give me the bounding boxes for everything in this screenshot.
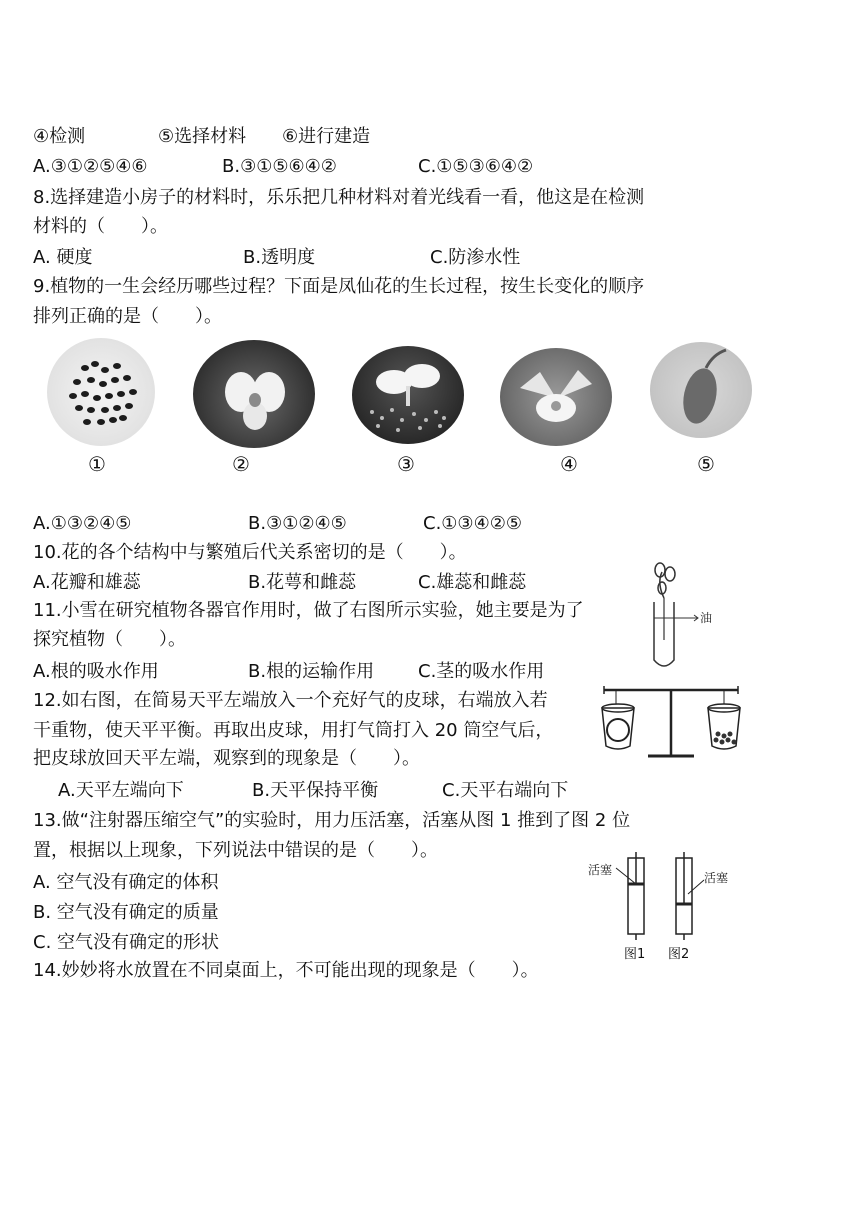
seedling-image [352, 346, 464, 444]
photo-label-3: ③ [397, 452, 415, 476]
seedpod-image [650, 342, 752, 438]
q12-option-c: C.天平右端向下 [442, 780, 569, 801]
photo-label-5: ⑤ [697, 452, 715, 476]
q7-option-c: C.①⑤③⑥④② [418, 156, 534, 177]
q13-stem-line1: 13.做“注射器压缩空气”的实验时，用力压活塞，活塞从图 1 推到了图 2 位 [33, 810, 631, 831]
q8-option-b: B.透明度 [243, 247, 316, 268]
q13-option-b: B. 空气没有确定的质量 [33, 902, 219, 923]
q9-option-a: A.①③②④⑤ [33, 513, 132, 534]
step-6: ⑥进行建造 [282, 126, 371, 147]
q11-option-b: B.根的运输作用 [248, 661, 375, 682]
blooming-photo [500, 348, 612, 446]
q13-stem-line2: 置，根据以上现象，下列说法中错误的是（ ）。 [33, 840, 438, 861]
photo-label-1: ① [88, 452, 106, 476]
flower-image [193, 340, 315, 448]
q12-option-b: B.天平保持平衡 [252, 780, 379, 801]
fig1-label: 图1 [624, 947, 646, 962]
photo-label-4: ④ [560, 452, 578, 476]
q9-option-c: C.①③④②⑤ [423, 513, 522, 534]
q8-option-c: C.防渗水性 [430, 247, 521, 268]
seedling-photo [352, 346, 464, 444]
q11-stem-line2: 探究植物（ ）。 [33, 629, 186, 650]
q11-stem-line1: 11.小雪在研究植物各器官作用时，做了右图所示实验，她主要是为了 [33, 600, 584, 621]
q10-option-a: A.花瓣和雄蕊 [33, 572, 141, 593]
q8-option-a: A. 硬度 [33, 247, 93, 268]
seeds-photo [47, 338, 155, 446]
q12-stem-line2: 干重物，使天平平衡。再取出皮球，用打气筒打入 20 筒空气后， [33, 720, 554, 741]
q9-stem-line2: 排列正确的是（ ）。 [33, 306, 222, 327]
balance-figure [596, 684, 756, 766]
oil-label: 油 [700, 611, 713, 625]
fig2-label: 图2 [668, 947, 690, 962]
syringe-figure [580, 848, 740, 966]
q9-option-b: B.③①②④⑤ [248, 513, 347, 534]
q8-stem-line1: 8.选择建造小房子的材料时，乐乐把几种材料对着光线看一看，他这是在检测 [33, 187, 645, 208]
q8-stem-line2: 材料的（ ）。 [33, 216, 168, 237]
step-4: ④检测 [33, 126, 86, 147]
q14-stem: 14.妙妙将水放置在不同桌面上，不可能出现的现象是（ ）。 [33, 960, 539, 981]
q10-option-c: C.雄蕊和雌蕊 [418, 572, 527, 593]
q9-stem-line1: 9.植物的一生会经历哪些过程？下面是凤仙花的生长过程，按生长变化的顺序 [33, 276, 645, 297]
flower-photo [193, 340, 315, 448]
q11-option-a: A.根的吸水作用 [33, 661, 159, 682]
q13-option-a: A. 空气没有确定的体积 [33, 872, 219, 893]
q11-option-c: C.茎的吸水作用 [418, 661, 545, 682]
step-5: ⑤选择材料 [158, 126, 247, 147]
test-tube-figure [640, 560, 720, 675]
q12-option-a: A.天平左端向下 [58, 780, 184, 801]
q7-option-a: A.③①②⑤④⑥ [33, 156, 148, 177]
piston-label-right: 活塞 [704, 871, 729, 885]
piston-label-left: 活塞 [588, 863, 613, 877]
q12-stem-line3: 把皮球放回天平左端，观察到的现象是（ ）。 [33, 748, 420, 769]
q10-option-b: B.花萼和雌蕊 [248, 572, 357, 593]
photo-label-2: ② [232, 452, 250, 476]
blooming-image [500, 348, 612, 446]
seeds-image [47, 338, 155, 446]
seedpod-photo [650, 342, 752, 438]
q10-stem: 10.花的各个结构中与繁殖后代关系密切的是（ ）。 [33, 542, 467, 563]
q12-stem-line1: 12.如右图，在简易天平左端放入一个充好气的皮球，右端放入若 [33, 690, 548, 711]
q7-option-b: B.③①⑤⑥④② [222, 156, 337, 177]
q13-option-c: C. 空气没有确定的形状 [33, 932, 220, 953]
